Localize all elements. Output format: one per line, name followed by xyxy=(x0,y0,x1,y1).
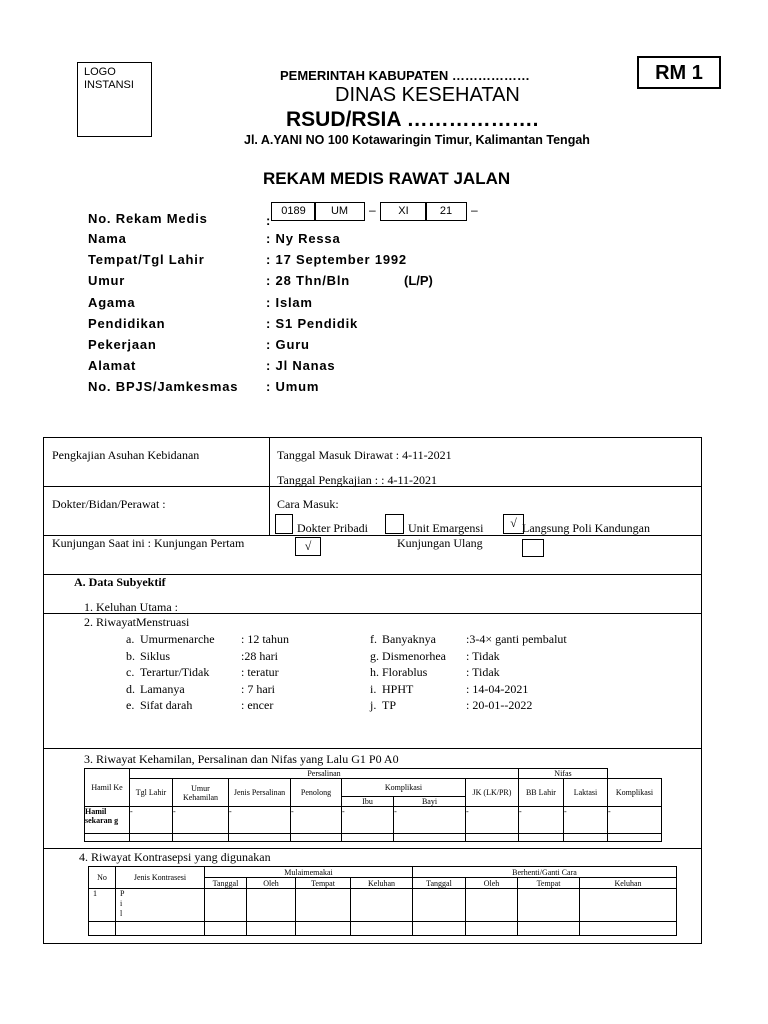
list-item xyxy=(126,697,356,714)
menstruasi-value: :3-4× ganti pembalut xyxy=(466,632,567,646)
menstruasi-k: h. xyxy=(370,665,379,679)
header-address: Jl. A.YANI NO 100 Kotawaringin Timur, Kalimantan Tengah xyxy=(244,133,590,147)
menstruasi-k: d. xyxy=(126,681,135,696)
rm-colon: : xyxy=(266,213,272,228)
form-title: REKAM MEDIS RAWAT JALAN xyxy=(263,169,511,188)
riwayat-menstruasi: 2. RiwayatMenstruasi xyxy=(84,615,190,629)
identity-label: Umur xyxy=(88,273,126,289)
header-line2: DINAS KESEHATAN xyxy=(335,84,520,106)
checkbox-unit-emargensi[interactable] xyxy=(385,514,404,534)
menstruasi-k: e. xyxy=(126,698,135,712)
contraception-table: No Jenis Kontrasesi Mulaimemakai Berhenti/Ganti Cara Tanggal Oleh Tempat Keluhan Tanggal Oleh Tempat Keluhan 1 P i l xyxy=(88,866,677,936)
tanggal-masuk: Tanggal Masuk Dirawat : 4-11-2021 xyxy=(277,448,452,462)
rm-dash-2: – xyxy=(471,203,478,217)
col-laktasi: Laktasi xyxy=(563,779,607,807)
menstruasi-value: : Tidak xyxy=(466,665,500,679)
identity-value: : Ny Ressa xyxy=(266,231,341,246)
menstruasi-k: g. xyxy=(370,648,379,663)
identity-value: : 28 Thn/Bln xyxy=(266,273,350,289)
rm-label: No. Rekam Medis xyxy=(88,211,208,226)
menstruasi-label: Terartur/Tidak xyxy=(140,665,210,679)
identity-value: : 17 September 1992 xyxy=(266,252,407,268)
row-hamil-sekarang: Hamil sekaran g xyxy=(85,807,130,834)
col-bayi: Bayi xyxy=(394,797,466,807)
col-tgl-lahir: Tgl Lahir xyxy=(130,779,173,807)
menstruasi-k: c. xyxy=(126,665,135,679)
checkbox-kunjungan-pertama[interactable]: √ xyxy=(295,537,321,556)
checkbox-dokter-pribadi[interactable] xyxy=(275,514,293,534)
kunjungan-label: Kunjungan Saat ini : Kunjungan Pertam xyxy=(52,536,245,550)
list-item xyxy=(126,631,356,648)
pregnancy-history-table xyxy=(84,768,662,842)
contra-row-no: 1 xyxy=(89,889,116,922)
header-line1: PEMERINTAH KABUPATEN ……………… xyxy=(280,68,530,83)
option-langsung-poli: Langsung Poli Kandungan xyxy=(522,521,650,535)
menstruasi-value: : Tidak xyxy=(466,648,500,663)
contra-row-jenis: P i l xyxy=(116,889,205,922)
identity-value: : Islam xyxy=(266,294,313,310)
logo-text-line1: LOGO xyxy=(84,66,116,78)
identity-label: Alamat xyxy=(88,358,137,374)
rm-part-3: XI xyxy=(380,202,427,221)
pengkajian-label: Pengkajian Asuhan Kebidanan xyxy=(52,448,200,462)
identity-label: Nama xyxy=(88,231,127,246)
cara-masuk-label: Cara Masuk: xyxy=(277,497,339,511)
menstruasi-value: : teratur xyxy=(241,665,279,679)
identity-value: : S1 Pendidik xyxy=(266,315,359,331)
col-jenis-persalinan: Jenis Persalinan xyxy=(229,779,291,807)
col-group-mulai: Mulaimemakai xyxy=(205,867,413,878)
option-unit-emargensi: Unit Emargensi xyxy=(408,521,484,535)
list-item xyxy=(126,648,356,665)
menstruasi-value: : 20-01--2022 xyxy=(466,698,533,712)
menstruasi-label: Siklus xyxy=(140,648,171,663)
menstruasi-k: a. xyxy=(126,632,135,646)
table-row xyxy=(89,889,677,922)
menstruasi-value: :28 hari xyxy=(241,648,278,663)
rm-part-2: UM xyxy=(314,202,365,221)
col-komplikasi-nifas: Komplikasi xyxy=(607,779,661,807)
riwayat-kontrasepsi: 4. Riwayat Kontrasepsi yang digunakan xyxy=(79,850,271,864)
menstruasi-left-list xyxy=(126,631,356,714)
list-item xyxy=(126,664,356,681)
col-group-berhenti: Berhenti/Ganti Cara xyxy=(413,867,677,878)
menstruasi-label: HPHT xyxy=(382,681,414,696)
menstruasi-k: f. xyxy=(370,632,377,646)
riwayat-kehamilan: 3. Riwayat Kehamilan, Persalinan dan Nifas yang Lalu G1 P0 A0 xyxy=(84,752,399,766)
rm-part-1: 0189 xyxy=(271,202,316,221)
logo-placeholder xyxy=(77,62,152,137)
menstruasi-right-list xyxy=(370,631,630,714)
gender-field: (L/P) xyxy=(404,273,433,288)
rm-part-4: 21 xyxy=(425,202,467,221)
menstruasi-label: Dismenorhea xyxy=(382,648,446,663)
option-dokter-pribadi: Dokter Pribadi xyxy=(297,521,368,535)
identity-label: Tempat/Tgl Lahir xyxy=(88,252,205,268)
menstruasi-label: Lamanya xyxy=(140,681,185,696)
assessment-form xyxy=(43,437,702,944)
identity-value: : Jl Nanas xyxy=(266,358,336,374)
list-item xyxy=(370,697,630,714)
identity-label: Pendidikan xyxy=(88,315,166,331)
header-line3: RSUD/RSIA ………………. xyxy=(286,108,539,131)
menstruasi-label: Banyaknya xyxy=(382,632,436,646)
keluhan-utama: 1. Keluhan Utama : xyxy=(84,600,178,614)
col-group-persalinan: Persalinan xyxy=(130,769,519,779)
identity-value: : Guru xyxy=(266,337,310,352)
menstruasi-label: Sifat darah xyxy=(140,698,193,712)
menstruasi-value: : 12 tahun xyxy=(241,632,289,646)
logo-text-line2: INSTANSI xyxy=(84,79,134,91)
col-penolong: Penolong xyxy=(291,779,342,807)
list-item xyxy=(370,681,630,698)
checkbox-langsung-poli[interactable]: √ xyxy=(503,514,524,534)
col-umur-kehamilan: Umur Kehamilan xyxy=(173,779,229,807)
checkbox-kunjungan-ulang[interactable] xyxy=(522,539,544,557)
list-item xyxy=(370,664,630,681)
col-group-nifas: Nifas xyxy=(518,769,607,779)
rm-dash-1: – xyxy=(369,203,376,217)
tanggal-pengkajian: Tanggal Pengkajian : : 4-11-2021 xyxy=(277,473,438,487)
col-hamil-ke: Hamil Ke xyxy=(85,769,130,807)
col-komplikasi: Komplikasi xyxy=(342,779,466,797)
list-item xyxy=(126,681,356,698)
list-item xyxy=(370,648,630,665)
menstruasi-label: Florablus xyxy=(382,665,428,679)
identity-label: Agama xyxy=(88,294,136,310)
section-data-subyektif: A. Data Subyektif xyxy=(74,575,166,589)
col-jk: JK (LK/PR) xyxy=(465,779,518,807)
rm-code-box: RM 1 xyxy=(637,56,721,89)
table-row: Hamil sekaran g - - - - - - - - - - xyxy=(85,807,662,834)
kunjungan-ulang-label: Kunjungan Ulang xyxy=(397,536,483,550)
menstruasi-label: Umurmenarche xyxy=(140,632,215,646)
identity-label: Pekerjaan xyxy=(88,337,157,352)
identity-value: : Umum xyxy=(266,379,320,395)
menstruasi-k: b. xyxy=(126,648,135,663)
menstruasi-k: i. xyxy=(370,681,377,696)
list-item xyxy=(370,631,630,648)
col-ibu: Ibu xyxy=(342,797,394,807)
menstruasi-k: j. xyxy=(370,698,377,712)
menstruasi-value: : 14-04-2021 xyxy=(466,681,529,696)
col-bb-lahir: BB Lahir xyxy=(518,779,563,807)
col-jenis-kontrasepsi: Jenis Kontrasesi xyxy=(116,867,205,889)
menstruasi-value: : encer xyxy=(241,698,274,712)
menstruasi-label: TP xyxy=(382,698,397,712)
col-no: No xyxy=(89,867,116,889)
dokter-label: Dokter/Bidan/Perawat : xyxy=(52,497,166,511)
identity-label: No. BPJS/Jamkesmas xyxy=(88,379,239,395)
menstruasi-value: : 7 hari xyxy=(241,681,275,696)
